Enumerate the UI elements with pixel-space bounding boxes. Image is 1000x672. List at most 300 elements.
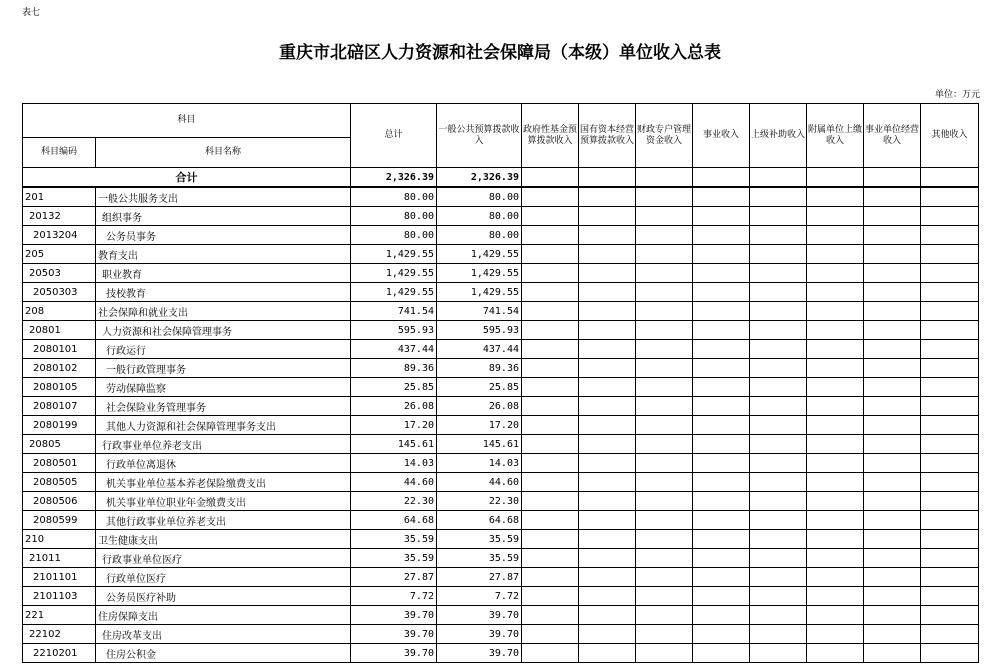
empty-cell [636, 226, 693, 245]
header-subject: 科目 [23, 104, 351, 138]
row-general-budget: 22.30 [437, 492, 522, 511]
total-amount: 2,326.39 [351, 168, 437, 188]
row-code: 2080599 [23, 511, 96, 530]
empty-cell [522, 587, 579, 606]
empty-cell [921, 568, 979, 587]
row-general-budget: 39.70 [437, 644, 522, 663]
row-code: 2101101 [23, 568, 96, 587]
empty-cell [579, 378, 636, 397]
empty-cell [864, 492, 921, 511]
empty-cell [522, 416, 579, 435]
empty-cell [579, 283, 636, 302]
empty-cell [693, 340, 750, 359]
empty-cell [750, 416, 807, 435]
row-general-budget: 39.70 [437, 606, 522, 625]
row-code: 20805 [23, 435, 96, 454]
empty-cell [693, 492, 750, 511]
empty-cell [579, 302, 636, 321]
row-code: 2080506 [23, 492, 96, 511]
empty-cell [579, 606, 636, 625]
table-row [23, 587, 979, 606]
empty-cell [636, 587, 693, 606]
empty-cell [864, 416, 921, 435]
row-total: 64.68 [351, 511, 437, 530]
row-name: 其他人力资源和社会保障管理事务支出 [96, 416, 351, 435]
empty-cell [579, 549, 636, 568]
empty-cell [579, 340, 636, 359]
unit-label: 单位：万元 [934, 90, 980, 100]
row-general-budget: 1,429.55 [437, 245, 522, 264]
row-general-budget: 64.68 [437, 511, 522, 530]
empty-cell [522, 606, 579, 625]
row-general-budget: 39.70 [437, 625, 522, 644]
row-name: 住房保障支出 [96, 606, 351, 625]
row-code: 2101103 [23, 587, 96, 606]
row-name: 技校教育 [96, 283, 351, 302]
empty-cell [750, 245, 807, 264]
empty-cell [807, 644, 864, 663]
empty-cell [636, 644, 693, 663]
row-total: 22.30 [351, 492, 437, 511]
total-label: 合计 [23, 168, 351, 188]
header-business-income: 事业收入 [693, 104, 750, 168]
table-row [23, 207, 979, 226]
row-name: 机关事业单位职业年金缴费支出 [96, 492, 351, 511]
table-row [23, 321, 979, 340]
row-general-budget: 1,429.55 [437, 264, 522, 283]
empty-cell [921, 530, 979, 549]
empty-cell [636, 435, 693, 454]
empty-cell [693, 264, 750, 283]
table-row [23, 378, 979, 397]
empty-cell [522, 264, 579, 283]
row-name: 公务员事务 [96, 226, 351, 245]
empty-cell [807, 397, 864, 416]
empty-cell [864, 549, 921, 568]
row-name: 职业教育 [96, 264, 351, 283]
empty-cell [693, 416, 750, 435]
empty-cell [750, 207, 807, 226]
row-code: 2013204 [23, 226, 96, 245]
empty-cell [693, 359, 750, 378]
table-row [23, 359, 979, 378]
empty-cell [921, 302, 979, 321]
empty-cell [522, 340, 579, 359]
empty-cell [522, 226, 579, 245]
table-row [23, 435, 979, 454]
row-total: 1,429.55 [351, 283, 437, 302]
empty-cell [693, 530, 750, 549]
empty-cell [921, 511, 979, 530]
empty-cell [636, 340, 693, 359]
row-code: 2080199 [23, 416, 96, 435]
row-total: 35.59 [351, 530, 437, 549]
empty-cell [579, 245, 636, 264]
header-special-account: 财政专户管理资金收入 [636, 104, 693, 168]
empty-cell [864, 264, 921, 283]
empty-cell [522, 530, 579, 549]
empty-cell [750, 644, 807, 663]
empty-cell [579, 644, 636, 663]
table-row [23, 283, 979, 302]
empty-cell [750, 378, 807, 397]
empty-cell [636, 625, 693, 644]
table-row [23, 530, 979, 549]
empty-cell [522, 568, 579, 587]
empty-cell [522, 644, 579, 663]
empty-cell [522, 245, 579, 264]
empty-cell [921, 416, 979, 435]
header-total: 总计 [351, 104, 437, 168]
empty-cell [522, 473, 579, 492]
empty-cell [636, 530, 693, 549]
empty-cell [750, 359, 807, 378]
empty-cell [864, 187, 921, 207]
table-number: 表七 [22, 8, 41, 18]
table-row [23, 264, 979, 283]
empty-cell [864, 587, 921, 606]
row-code: 2210201 [23, 644, 96, 663]
empty-cell [750, 397, 807, 416]
empty-cell [921, 454, 979, 473]
empty-cell [807, 302, 864, 321]
empty-cell [693, 473, 750, 492]
empty-cell [807, 226, 864, 245]
header-general-budget: 一般公共预算拨款收入 [437, 104, 522, 168]
empty-cell [750, 187, 807, 207]
row-code: 2080505 [23, 473, 96, 492]
total-row [23, 168, 979, 188]
row-code: 208 [23, 302, 96, 321]
row-total: 741.54 [351, 302, 437, 321]
empty-cell [807, 416, 864, 435]
empty-cell [579, 207, 636, 226]
row-name: 社会保险业务管理事务 [96, 397, 351, 416]
table-row [23, 302, 979, 321]
empty-cell [750, 435, 807, 454]
row-code: 2080107 [23, 397, 96, 416]
empty-cell [864, 321, 921, 340]
empty-cell [579, 397, 636, 416]
row-general-budget: 741.54 [437, 302, 522, 321]
empty-cell [807, 245, 864, 264]
empty-cell [807, 568, 864, 587]
row-name: 行政单位医疗 [96, 568, 351, 587]
row-general-budget: 595.93 [437, 321, 522, 340]
empty-cell [522, 511, 579, 530]
row-general-budget: 35.59 [437, 530, 522, 549]
empty-cell [522, 397, 579, 416]
empty-cell [636, 473, 693, 492]
empty-cell [864, 283, 921, 302]
empty-cell [636, 606, 693, 625]
empty-cell [636, 207, 693, 226]
empty-cell [579, 359, 636, 378]
empty-cell [864, 473, 921, 492]
empty-cell [636, 264, 693, 283]
row-general-budget: 80.00 [437, 226, 522, 245]
header-state-capital: 国有资本经营预算拨款收入 [579, 104, 636, 168]
table-row [23, 492, 979, 511]
empty-cell [807, 435, 864, 454]
empty-cell [807, 264, 864, 283]
row-total: 27.87 [351, 568, 437, 587]
empty-cell [522, 454, 579, 473]
row-code: 22102 [23, 625, 96, 644]
table-row [23, 568, 979, 587]
empty-cell [807, 587, 864, 606]
empty-cell [750, 492, 807, 511]
empty-cell [807, 321, 864, 340]
empty-cell [579, 473, 636, 492]
row-total: 595.93 [351, 321, 437, 340]
empty-cell [864, 454, 921, 473]
row-name: 公务员医疗补助 [96, 587, 351, 606]
row-total: 89.36 [351, 359, 437, 378]
empty-cell [750, 530, 807, 549]
table-row [23, 397, 979, 416]
empty-cell [864, 435, 921, 454]
row-name: 社会保障和就业支出 [96, 302, 351, 321]
empty-cell [636, 568, 693, 587]
empty-cell [750, 625, 807, 644]
table-row [23, 454, 979, 473]
row-total: 39.70 [351, 606, 437, 625]
row-total: 80.00 [351, 187, 437, 207]
row-total: 25.85 [351, 378, 437, 397]
empty-cell [522, 625, 579, 644]
row-total: 44.60 [351, 473, 437, 492]
empty-cell [693, 454, 750, 473]
row-name: 人力资源和社会保障管理事务 [96, 321, 351, 340]
table-row [23, 245, 979, 264]
empty-cell [693, 226, 750, 245]
header-name: 科目名称 [96, 138, 351, 168]
empty-cell [636, 378, 693, 397]
empty-cell [636, 511, 693, 530]
table-row [23, 340, 979, 359]
row-general-budget: 80.00 [437, 207, 522, 226]
empty-cell [921, 606, 979, 625]
empty-cell [750, 549, 807, 568]
empty-cell [693, 435, 750, 454]
row-name: 一般公共服务支出 [96, 187, 351, 207]
row-name: 行政事业单位养老支出 [96, 435, 351, 454]
empty-cell [921, 473, 979, 492]
row-total: 39.70 [351, 644, 437, 663]
empty-cell [579, 530, 636, 549]
empty-cell [750, 340, 807, 359]
row-total: 145.61 [351, 435, 437, 454]
row-total: 437.44 [351, 340, 437, 359]
empty-cell [921, 340, 979, 359]
empty-cell [579, 321, 636, 340]
empty-cell [921, 283, 979, 302]
empty-cell [579, 416, 636, 435]
empty-cell [579, 625, 636, 644]
table-row [23, 549, 979, 568]
header-code: 科目编码 [23, 138, 96, 168]
row-code: 20801 [23, 321, 96, 340]
row-total: 1,429.55 [351, 245, 437, 264]
empty-cell [921, 435, 979, 454]
empty-cell [693, 549, 750, 568]
empty-cell [693, 378, 750, 397]
empty-cell [636, 397, 693, 416]
empty-cell [693, 302, 750, 321]
row-code: 20132 [23, 207, 96, 226]
empty-cell [921, 207, 979, 226]
row-code: 2080102 [23, 359, 96, 378]
empty-cell [693, 587, 750, 606]
row-code: 2080101 [23, 340, 96, 359]
total-general-budget: 2,326.39 [437, 168, 522, 188]
empty-cell [636, 416, 693, 435]
empty-cell [636, 302, 693, 321]
empty-cell [693, 321, 750, 340]
row-name: 行政事业单位医疗 [96, 549, 351, 568]
empty-cell [864, 606, 921, 625]
header-gov-fund: 政府性基金预算拨款收入 [522, 104, 579, 168]
row-total: 35.59 [351, 549, 437, 568]
empty-cell [807, 511, 864, 530]
empty-cell [636, 187, 693, 207]
empty-cell [693, 187, 750, 207]
empty-cell [693, 625, 750, 644]
empty-cell [921, 625, 979, 644]
empty-cell [522, 187, 579, 207]
empty-cell [864, 302, 921, 321]
empty-cell [807, 283, 864, 302]
empty-cell [522, 549, 579, 568]
empty-cell [864, 568, 921, 587]
header-other-income: 其他收入 [921, 104, 979, 168]
row-total: 39.70 [351, 625, 437, 644]
empty-cell [921, 587, 979, 606]
empty-cell [522, 492, 579, 511]
empty-cell [750, 283, 807, 302]
empty-cell [579, 511, 636, 530]
empty-cell [921, 226, 979, 245]
row-name: 卫生健康支出 [96, 530, 351, 549]
empty-cell [579, 435, 636, 454]
empty-cell [921, 397, 979, 416]
row-name: 行政单位离退休 [96, 454, 351, 473]
empty-cell [921, 245, 979, 264]
empty-cell [807, 359, 864, 378]
row-code: 201 [23, 187, 96, 207]
empty-cell [921, 264, 979, 283]
empty-cell [750, 454, 807, 473]
empty-cell [693, 511, 750, 530]
empty-cell [864, 397, 921, 416]
empty-cell [864, 207, 921, 226]
empty-cell [579, 454, 636, 473]
row-general-budget: 27.87 [437, 568, 522, 587]
row-general-budget: 14.03 [437, 454, 522, 473]
empty-cell [750, 606, 807, 625]
row-name: 机关事业单位基本养老保险缴费支出 [96, 473, 351, 492]
empty-cell [750, 473, 807, 492]
empty-cell [693, 606, 750, 625]
empty-cell [921, 321, 979, 340]
row-code: 221 [23, 606, 96, 625]
empty-cell [636, 321, 693, 340]
empty-cell [921, 378, 979, 397]
row-total: 26.08 [351, 397, 437, 416]
empty-cell [864, 226, 921, 245]
row-general-budget: 17.20 [437, 416, 522, 435]
row-name: 行政运行 [96, 340, 351, 359]
empty-cell [807, 378, 864, 397]
table-row [23, 473, 979, 492]
row-code: 205 [23, 245, 96, 264]
table-row [23, 644, 979, 663]
empty-cell [921, 187, 979, 207]
row-general-budget: 145.61 [437, 435, 522, 454]
empty-cell [864, 644, 921, 663]
empty-cell [864, 378, 921, 397]
header-superior-subsidy: 上级补助收入 [750, 104, 807, 168]
table-row [23, 226, 979, 245]
table-row [23, 416, 979, 435]
empty-cell [579, 587, 636, 606]
empty-cell [636, 549, 693, 568]
empty-cell [522, 435, 579, 454]
table-row [23, 606, 979, 625]
row-name: 组织事务 [96, 207, 351, 226]
empty-cell [693, 397, 750, 416]
row-code: 20503 [23, 264, 96, 283]
table-row [23, 511, 979, 530]
row-general-budget: 35.59 [437, 549, 522, 568]
row-code: 210 [23, 530, 96, 549]
row-total: 80.00 [351, 226, 437, 245]
empty-cell [636, 492, 693, 511]
row-code: 2050303 [23, 283, 96, 302]
header-affiliated-units: 附属单位上缴收入 [807, 104, 864, 168]
empty-cell [522, 302, 579, 321]
row-name: 住房公积金 [96, 644, 351, 663]
empty-cell [579, 568, 636, 587]
empty-cell [807, 530, 864, 549]
empty-cell [921, 644, 979, 663]
empty-cell [750, 264, 807, 283]
row-general-budget: 89.36 [437, 359, 522, 378]
empty-cell [693, 568, 750, 587]
header-operating-income: 事业单位经营收入 [864, 104, 921, 168]
empty-cell [864, 625, 921, 644]
empty-cell [921, 549, 979, 568]
row-name: 教育支出 [96, 245, 351, 264]
row-total: 17.20 [351, 416, 437, 435]
empty-cell [522, 378, 579, 397]
empty-cell [522, 207, 579, 226]
page-title: 重庆市北碚区人力资源和社会保障局（本级）单位收入总表 [279, 43, 721, 63]
empty-cell [807, 340, 864, 359]
empty-cell [636, 454, 693, 473]
empty-cell [636, 359, 693, 378]
empty-cell [636, 245, 693, 264]
empty-cell [807, 473, 864, 492]
table-row [23, 187, 979, 207]
income-summary-table [22, 103, 979, 663]
empty-cell [750, 321, 807, 340]
empty-cell [579, 187, 636, 207]
row-general-budget: 25.85 [437, 378, 522, 397]
empty-cell [921, 492, 979, 511]
row-general-budget: 437.44 [437, 340, 522, 359]
